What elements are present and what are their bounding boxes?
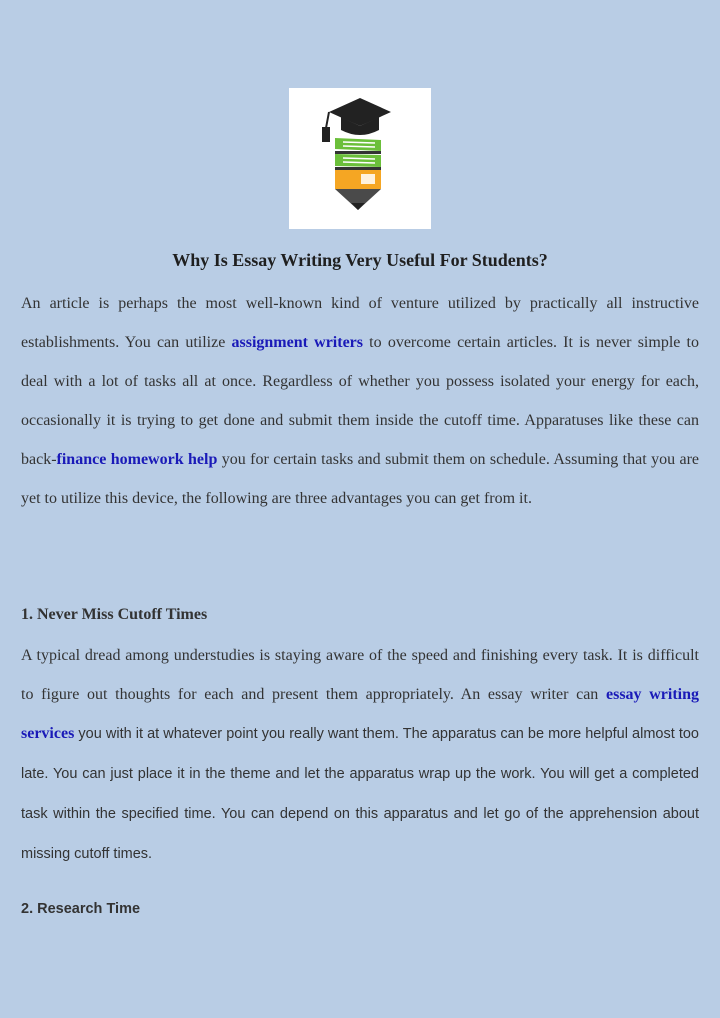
logo bbox=[289, 88, 431, 229]
intro-text-2: to overcome certain articles. It is never simple to deal with a lot of tasks all at once. Regardless of whether you possess isolated your energy for each, occasionally it is trying to get done and submit them inside the cutoff time. Apparatuses like these can back- bbox=[21, 334, 699, 468]
essay-writing-services-link[interactable]: essay writing services bbox=[21, 686, 699, 742]
section2-heading: 2. Research Time bbox=[21, 901, 141, 917]
intro-paragraph bbox=[21, 284, 699, 518]
assignment-writers-link[interactable]: assignment writers bbox=[231, 334, 363, 351]
section1-paragraph bbox=[21, 636, 699, 874]
section1-text-1: A typical dread among understudies is staying aware of the speed and finishing every task. It is difficult to figure out thoughts for each and present them appropriately. An essay writer can bbox=[21, 647, 699, 703]
section1-heading: 1. Never Miss Cutoff Times bbox=[21, 606, 208, 623]
intro-text-3: you for certain tasks and submit them on schedule. Assuming that you are yet to utilize this device, the following are three advantages you can get from it. bbox=[21, 451, 700, 507]
finance-homework-help-link[interactable]: finance homework help bbox=[56, 451, 218, 468]
page-title: Why Is Essay Writing Very Useful For Students? bbox=[172, 250, 548, 270]
graduation-cap-books-pencil-icon bbox=[289, 88, 431, 229]
section1-text-2: you with it at whatever point you really want them. The apparatus can be more helpful almost too late. You can just place it in the theme and let the apparatus wrap up the work. You will get a completed task within the specified time. You can depend on this apparatus and let go of the apprehension about missing cutoff times. bbox=[21, 726, 699, 862]
intro-text-1: An article is perhaps the most well-known kind of venture utilized by practically all instructive establishments. You can utilize bbox=[21, 295, 699, 351]
